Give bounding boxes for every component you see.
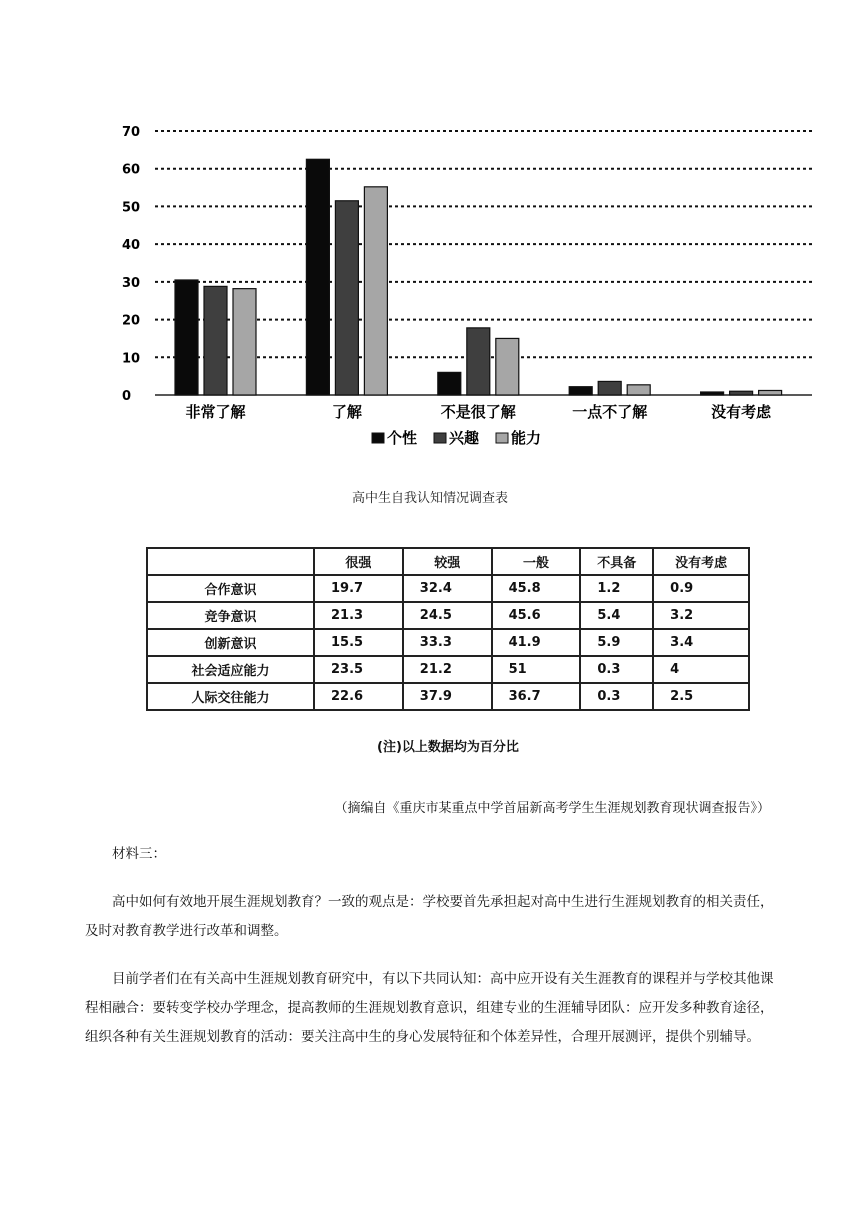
x-tick-label: 没有考虑 (711, 403, 772, 421)
y-tick-label: 70 (122, 125, 141, 140)
bar (364, 187, 387, 395)
bar (598, 381, 621, 395)
y-tick-label: 60 (122, 162, 141, 178)
table-cell: 1.2 (580, 575, 653, 602)
y-tick-label: 10 (122, 351, 141, 367)
bar (496, 338, 519, 395)
table-cell: 22.6 (314, 683, 403, 710)
bar (306, 159, 329, 395)
table-note: (注)以上数据均为百分比 (377, 740, 519, 755)
table-cell: 23.5 (314, 656, 403, 683)
legend-label: 能力 (511, 429, 542, 447)
table-cell: 21.2 (403, 656, 492, 683)
bar (335, 201, 358, 395)
survey-table (146, 547, 750, 711)
bar-chart (110, 110, 830, 460)
bar (233, 289, 256, 395)
table-cell: 3.2 (653, 602, 749, 629)
table-row (147, 683, 749, 710)
table-cell: 15.5 (314, 629, 403, 656)
table-cell: 4 (653, 656, 749, 683)
table-cell: 45.8 (492, 575, 581, 602)
bar (759, 390, 782, 395)
table-cell: 24.5 (403, 602, 492, 629)
table-cell: 51 (492, 656, 581, 683)
table-cell: 5.4 (580, 602, 653, 629)
row-label: 创新意识 (147, 629, 314, 656)
table-header-cell: 较强 (403, 548, 492, 575)
legend-label: 个性 (387, 429, 418, 447)
bar (569, 387, 592, 395)
table-cell: 36.7 (492, 683, 581, 710)
table-row (147, 629, 749, 656)
table-row (147, 575, 749, 602)
table-header-cell (147, 548, 314, 575)
table-header-row (147, 548, 749, 575)
table-cell: 5.9 (580, 629, 653, 656)
table-row (147, 602, 749, 629)
source-citation: （摘编自《重庆市某重点中学首届新高考学生生涯规划教育现状调查报告》） (334, 801, 770, 816)
x-tick-label: 一点不了解 (572, 403, 648, 421)
x-tick-label: 不是很了解 (440, 403, 516, 421)
table-cell: 0.3 (580, 683, 653, 710)
table-cell: 37.9 (403, 683, 492, 710)
table-cell: 33.3 (403, 629, 492, 656)
row-label: 合作意识 (147, 575, 314, 602)
bar (730, 391, 753, 395)
table-cell: 32.4 (403, 575, 492, 602)
legend-swatch (496, 433, 508, 443)
y-tick-label: 20 (122, 313, 141, 329)
table-cell: 3.4 (653, 629, 749, 656)
bar (627, 385, 650, 395)
x-tick-label: 非常了解 (185, 403, 246, 421)
material-heading: 材料三： (112, 846, 166, 862)
chart-caption: 高中生自我认知情况调查表 (351, 491, 508, 506)
legend-swatch (434, 433, 446, 443)
bar (438, 372, 461, 395)
y-tick-label: 0 (122, 389, 132, 404)
bar (467, 328, 490, 395)
y-tick-label: 30 (122, 275, 141, 291)
x-tick-label: 了解 (331, 403, 362, 421)
row-label: 社会适应能力 (147, 656, 314, 683)
table-row (147, 656, 749, 683)
table-header-cell: 不具备 (580, 548, 653, 575)
table-cell: 0.3 (580, 656, 653, 683)
bar (175, 280, 198, 395)
row-label: 人际交往能力 (147, 683, 314, 710)
y-tick-label: 50 (122, 200, 141, 216)
table-cell: 45.6 (492, 602, 581, 629)
row-label: 竞争意识 (147, 602, 314, 629)
legend-swatch (372, 433, 384, 443)
table-cell: 19.7 (314, 575, 403, 602)
paragraph: 高中如何有效地开展生涯规划教育？一致的观点是：学校要首先承担起对高中生进行生涯规划教育的相关责任，及时对教育教学进行改革和调整。 (85, 894, 774, 939)
table-header-cell: 没有考虑 (653, 548, 749, 575)
y-tick-label: 40 (122, 238, 141, 254)
table-cell: 41.9 (492, 629, 581, 656)
table-header-cell: 很强 (314, 548, 403, 575)
paragraph: 目前学者们在有关高中生涯规划教育研究中，有以下共同认知：高中应开设有关生涯教育的课程并与学校其他课程相融合：要转变学校办学理念，提高教师的生涯规划教育意识，组建专业的生涯辅导团队：应开发多种教育途径，组织各种有关生涯规划教育的活动：要关注高中生的身心发展特征和个体差异性，合理开展测评，提供个别辅导。 (85, 971, 774, 1045)
table-cell: 2.5 (653, 683, 749, 710)
table-header-cell: 一般 (492, 548, 581, 575)
table-cell: 21.3 (314, 602, 403, 629)
table-cell: 0.9 (653, 575, 749, 602)
bar (204, 286, 227, 395)
legend-label: 兴趣 (449, 429, 480, 447)
bar (701, 392, 724, 395)
